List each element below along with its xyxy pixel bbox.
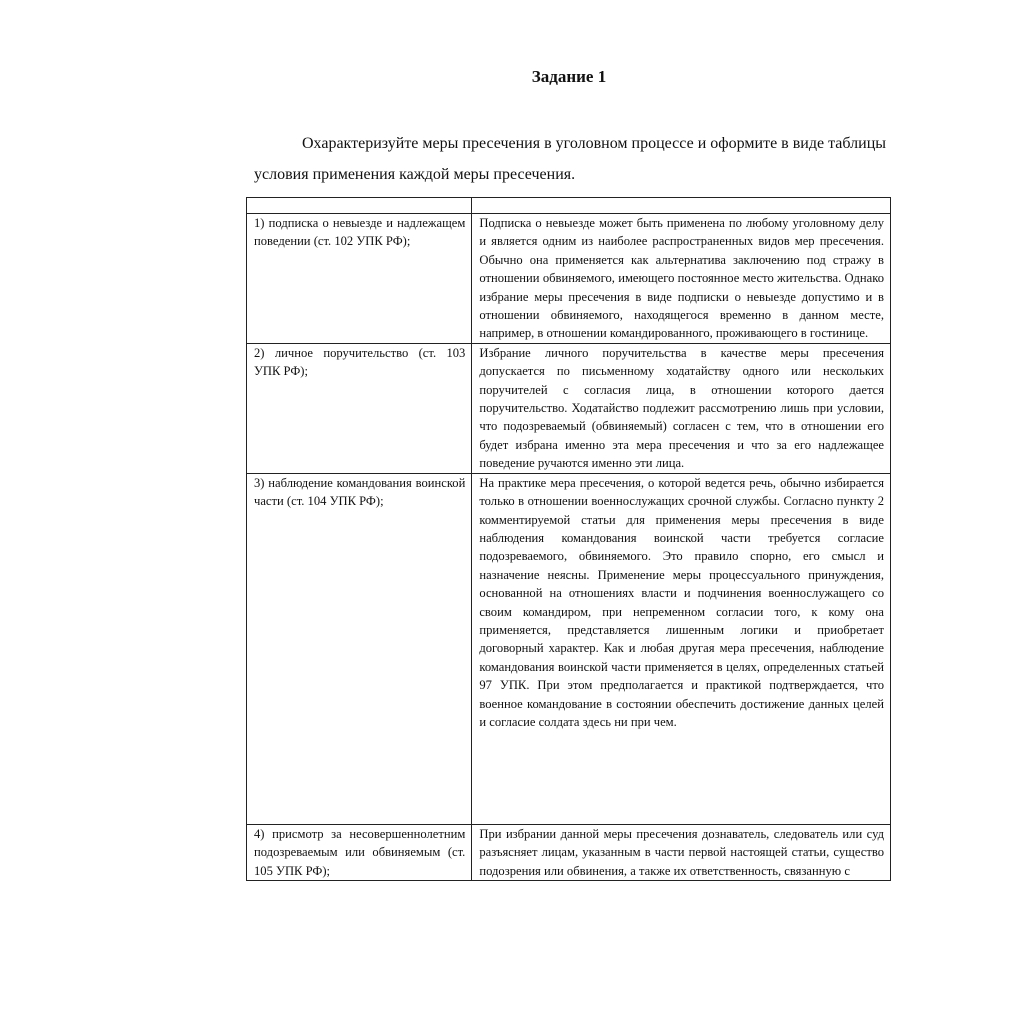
measures-table-container — [246, 197, 892, 988]
measures-table — [246, 197, 891, 881]
conditions-cell: На практике мера пресечения, о которой ведется речь, обычно избирается только в отношении военнослужащих срочной службы. Согласно пункту 2 комментируемой статьи для применения меры пресечения в виде наблюдения командования воинской части требуется согласие подозреваемого, обвиняемого. Это правило спорно, его смысл и назначение неясны. Применение меры процессуального принуждения, основанной на отношениях власти и подчинения военнослужащего со своим командиром, при непременном согласии того, к кому она применяется, представляется лишенным логики и приобретает договорный характер. Как и любая другая мера пресечения, наблюдение командования воинской части применяется в целях, определенных статьей 97 УПК. При этом предполагается и практикой подтверждается, что военное командование в состоянии обеспечить достижение данных целей и согласие солдата здесь ни при чем. — [472, 473, 891, 824]
conditions-cell: Подписка о невыезде может быть применена по любому уголовному делу и является одним из наиболее распространенных видов мер пресечения. Обычно она применяется как альтернатива заключению под стражу в отношении обвиняемого, имеющего постоянное место жительства. Однако избрание меры пресечения в виде подписки о невыезде допустимо и в отношении обвиняемого, находящегося временно в данном месте, например, в отношении командированного, проживающего в гостинице. — [472, 214, 891, 344]
measure-cell: 3) наблюдение командования воинской части (ст. 104 УПК РФ); — [247, 473, 472, 824]
table-row — [247, 214, 891, 344]
table-row — [247, 343, 891, 473]
conditions-cell: Избрание личного поручительства в качестве меры пресечения допускается по письменному ходатайству одного или нескольких поручителей с согласия лица, в отношении которого дается поручительство. Ходатайство подлежит рассмотрению лишь при условии, что подозреваемый (обвиняемый) согласен с тем, что в отношении его будет избрана именно эта мера пресечения и что за его надлежащее поведение ручаются именно эти лица. — [472, 343, 891, 473]
table-row — [247, 473, 891, 824]
intro-paragraph — [254, 128, 886, 190]
measure-cell: 1) подписка о невыезде и надлежащем поведении (ст. 102 УПК РФ); — [247, 214, 472, 344]
conditions-cell: При избрании данной меры пресечения дознаватель, следователь или суд разъясняет лицам, указанным в части первой настоящей статьи, существо подозрения или обвинения, а также их ответственность, связанную с — [472, 824, 891, 880]
header-cell-conditions — [472, 198, 891, 214]
header-cell-measure — [247, 198, 472, 214]
measure-cell: 2) личное поручительство (ст. 103 УПК РФ); — [247, 343, 472, 473]
table-header-row — [247, 198, 891, 214]
measure-cell: 4) присмотр за несовершеннолетним подозреваемым или обвиняемым (ст. 105 УПК РФ); — [247, 824, 472, 880]
table-row — [247, 824, 891, 880]
page-title: Задание 1 — [531, 67, 607, 86]
intro-text: Охарактеризуйте меры пресечения в уголовном процессе и оформите в виде таблицы условия применения каждой меры пресечения. — [254, 135, 886, 183]
